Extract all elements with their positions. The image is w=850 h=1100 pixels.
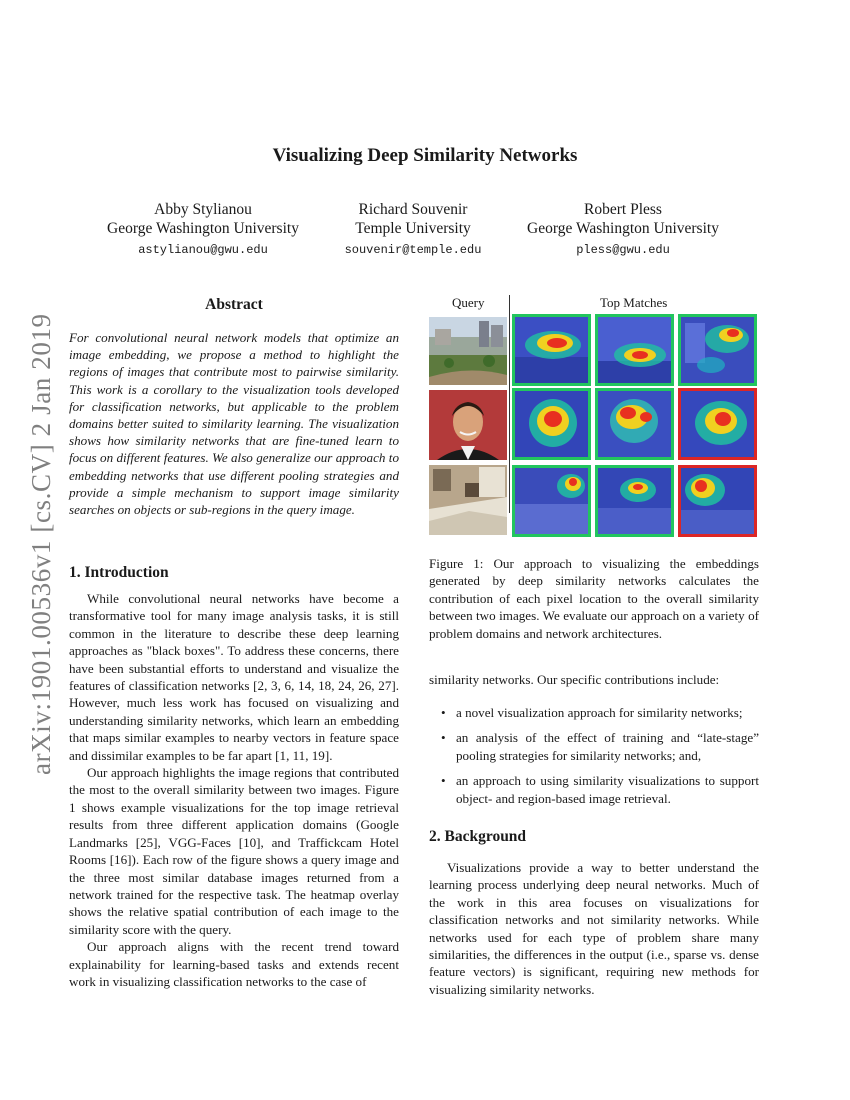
author-2: [318, 200, 508, 260]
background-heading: 2. Background: [429, 828, 527, 845]
author-email: pless@gwu.edu: [576, 243, 670, 257]
contributions-list: [429, 704, 759, 815]
match-hotel-room-2: [595, 465, 674, 537]
author-email: astylianou@gwu.edu: [138, 243, 268, 257]
intro-paragraph: Our approach highlights the image regions that contributed the most to the overall similarity between two images. Figure 1 shows example visualizations for the top image retrieval results from three different application domains (Google Landmarks [25], VGG-Faces [10], and Traffickcam Hotel Rooms [16]). Each row of the figure shows a query image and the three most similar database images returned from a network trained for the respective task. The heatmap overlay shows the relative spatial contribution of each image to the similarity score with the query.: [69, 765, 399, 937]
author-3: [508, 200, 738, 260]
author-name: Abby Stylianou: [154, 201, 252, 218]
abstract-heading: Abstract: [205, 296, 263, 313]
arxiv-identifier: arXiv:1901.00536v1 [cs.CV] 2 Jan 2019: [26, 313, 56, 775]
matches-column-label: Top Matches: [600, 295, 668, 310]
list-item: • a novel visualization approach for similarity networks;: [441, 705, 743, 720]
author-affiliation: George Washington University: [527, 220, 719, 237]
match-hotel-room-1: [512, 465, 591, 537]
intro-paragraph: Our approach aligns with the recent trend toward explainability for learning-based tasks and extends recent work in visualizing classification networks to the case of: [69, 939, 399, 989]
paper-title: Visualizing Deep Similarity Networks: [272, 145, 578, 166]
intro-paragraph: While convolutional neural networks have become a transformative tool for many image analysis tasks, it is still common in the literature to describe these deep learning approaches as "black boxes". To address these concerns, there have been substantial efforts to understand and visualize the features of classification networks [2, 3, 6, 14, 18, 24, 26, 27]. However, much less work has focused on visualizing and understanding similarity networks, which learn an embedding that maps similar examples to nearby vectors in feature space and dissimilar examples to be far apart [1, 11, 19].: [69, 591, 399, 763]
contributions-lead: similarity networks. Our specific contributions include:: [429, 672, 720, 687]
query-column-label: Query: [452, 295, 485, 310]
match-landmark-1: [512, 314, 591, 386]
match-face-2: [595, 388, 674, 460]
match-hotel-room-3: [678, 465, 757, 537]
author-name: Robert Pless: [584, 201, 662, 218]
author-1: [88, 200, 318, 260]
introduction-heading: 1. Introduction: [69, 564, 169, 581]
match-face-3: [678, 388, 757, 460]
figure-caption: Figure 1: Our approach to visualizing the embeddings generated by deep similarity networks calculates the contribution of each pixel location to the overall similarity between two images. We evaluate our approach on a variety of problem domains and network architectures.: [429, 556, 759, 641]
list-item: • an analysis of the effect of training and “late-stage” pooling strategies for similarity networks; and,: [441, 730, 759, 763]
match-landmark-3: [678, 314, 757, 386]
introduction-body: [69, 590, 399, 990]
match-landmark-2: [595, 314, 674, 386]
background-paragraph: Visualizations provide a way to better understand the learning process underlying deep neural networks. Much of the work in this area focuses on visualizations for classification networks and not similarity networks. While networks used for each type of problem share many similarities, the differences in the output (i.e., sparse vs. dense feature vectors) is significant, requiring new methods for visualizing similarity networks.: [429, 860, 759, 997]
query-image-face: [429, 390, 507, 460]
background-body: [429, 859, 759, 998]
author-affiliation: George Washington University: [107, 220, 299, 237]
figure-divider: [509, 295, 510, 513]
match-face-1: [512, 388, 591, 460]
author-email: souvenir@temple.edu: [344, 243, 482, 257]
figure-1: [429, 295, 761, 513]
list-item: • an approach to using similarity visualizations to support object- and region-based image retrieval.: [441, 773, 759, 806]
abstract-text: For convolutional neural network models that optimize an image embedding, we propose a method to highlight the regions of images that contribute most to pairwise similarity. This work is a corollary to the visualization tools developed for classification networks, but applicable to the problem domains better suited to similarity learning. The visualization shows how similarity networks that are fine-tuned learn to focus on different features. We also generalize our approach to embedding networks that use different pooling strategies and provide a simple mechanism to support image similarity searches on objects or sub-regions in the query image.: [69, 330, 399, 518]
author-name: Richard Souvenir: [358, 201, 468, 218]
author-affiliation: Temple University: [355, 220, 471, 237]
query-image-landmark: [429, 317, 507, 385]
query-image-hotel-room: [429, 465, 507, 535]
